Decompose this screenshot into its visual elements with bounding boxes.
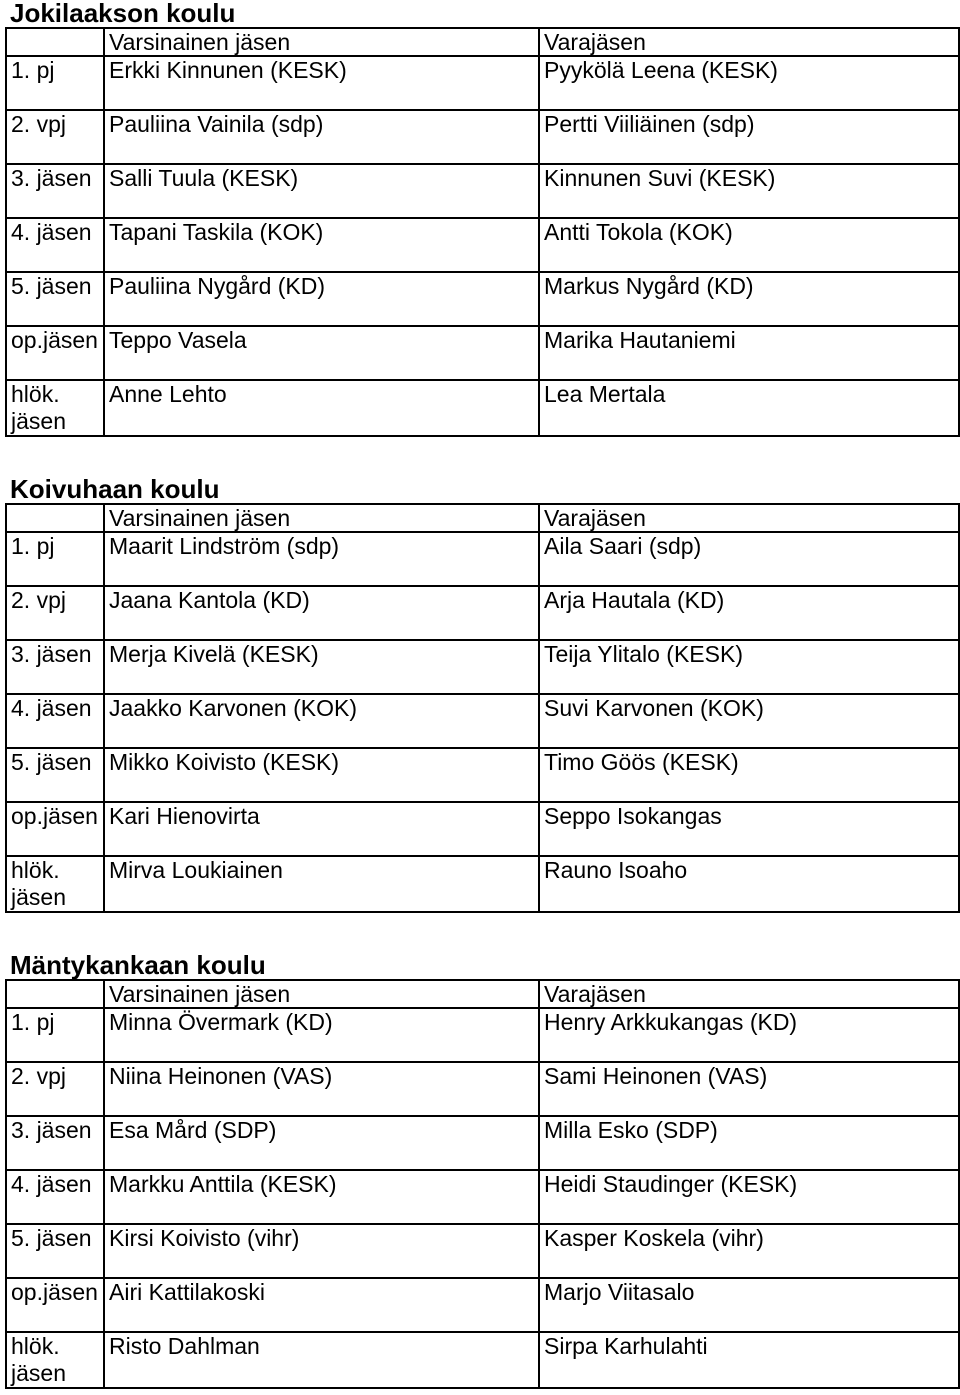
role-cell: [6, 110, 104, 164]
member-name-cell: Pauliina Nygård (KD): [104, 272, 539, 326]
table-row: [6, 56, 959, 110]
role-label: 3. jäsen: [11, 641, 92, 667]
table-header-row: [6, 504, 959, 532]
table-row: [6, 164, 959, 218]
table-row: [6, 380, 959, 436]
member-name-cell: Kari Hienovirta: [104, 802, 539, 856]
deputy-name-cell: Rauno Isoaho: [539, 856, 959, 912]
role-cell: [6, 640, 104, 694]
deputy-name-cell: Arja Hautala (KD): [539, 586, 959, 640]
role-label: 5. jäsen: [11, 273, 92, 299]
role-cell: [6, 1062, 104, 1116]
role-cell: [6, 856, 104, 912]
role-label: 2. vpj: [11, 1063, 66, 1089]
deputy-name-cell: Heidi Staudinger (KESK): [539, 1170, 959, 1224]
table-row: [6, 802, 959, 856]
role-label: 5. jäsen: [11, 1225, 92, 1251]
deputy-name-cell: Timo Göös (KESK): [539, 748, 959, 802]
role-label: 2. vpj: [11, 587, 66, 613]
deputy-name-cell: Milla Esko (SDP): [539, 1116, 959, 1170]
board-section: [0, 950, 960, 1386]
role-label: hlök.: [11, 1333, 60, 1359]
member-name-cell: Maarit Lindström (sdp): [104, 532, 539, 586]
member-name-cell: Risto Dahlman: [104, 1332, 539, 1388]
members-table: [5, 27, 960, 437]
table-row: [6, 532, 959, 586]
member-name-cell: Salli Tuula (KESK): [104, 164, 539, 218]
role-cell: [6, 748, 104, 802]
section-title: Jokilaakson koulu: [10, 0, 236, 28]
deputy-name-cell: Marjo Viitasalo: [539, 1278, 959, 1332]
deputy-name-cell: Teija Ylitalo (KESK): [539, 640, 959, 694]
header-role-cell: [6, 504, 104, 532]
role-cell: [6, 326, 104, 380]
role-cell: [6, 218, 104, 272]
member-name-cell: Jaana Kantola (KD): [104, 586, 539, 640]
role-label-continuation: jäsen: [11, 884, 66, 910]
role-cell: [6, 272, 104, 326]
header-deputy-cell: Varajäsen: [539, 504, 959, 532]
member-name-cell: Airi Kattilakoski: [104, 1278, 539, 1332]
member-name-cell: Jaakko Karvonen (KOK): [104, 694, 539, 748]
deputy-name-cell: Kasper Koskela (vihr): [539, 1224, 959, 1278]
table-row: [6, 1224, 959, 1278]
role-label: 3. jäsen: [11, 165, 92, 191]
header-deputy-cell: Varajäsen: [539, 28, 959, 56]
table-row: [6, 1116, 959, 1170]
table-row: [6, 1008, 959, 1062]
header-member-cell: Varsinainen jäsen: [104, 504, 539, 532]
deputy-name-cell: Marika Hautaniemi: [539, 326, 959, 380]
role-label-continuation: jäsen: [11, 408, 66, 434]
table-row: [6, 694, 959, 748]
member-name-cell: Tapani Taskila (KOK): [104, 218, 539, 272]
table-row: [6, 110, 959, 164]
table-row: [6, 856, 959, 912]
role-label: 1. pj: [11, 533, 55, 559]
role-cell: [6, 1170, 104, 1224]
deputy-name-cell: Markus Nygård (KD): [539, 272, 959, 326]
role-label: op.jäsen: [11, 803, 98, 829]
table-header-row: [6, 980, 959, 1008]
deputy-name-cell: Sami Heinonen (VAS): [539, 1062, 959, 1116]
table-row: [6, 586, 959, 640]
member-name-cell: Teppo Vasela: [104, 326, 539, 380]
deputy-name-cell: Aila Saari (sdp): [539, 532, 959, 586]
deputy-name-cell: Pertti Viiliäinen (sdp): [539, 110, 959, 164]
section-title: Mäntykankaan koulu: [10, 950, 266, 980]
members-table: [5, 503, 960, 913]
role-label: 3. jäsen: [11, 1117, 92, 1143]
section-title: Koivuhaan koulu: [10, 474, 220, 504]
role-cell: [6, 1224, 104, 1278]
member-name-cell: Pauliina Vainila (sdp): [104, 110, 539, 164]
role-cell: [6, 380, 104, 436]
role-label-continuation: jäsen: [11, 1360, 66, 1386]
role-cell: [6, 694, 104, 748]
deputy-name-cell: Kinnunen Suvi (KESK): [539, 164, 959, 218]
table-header-row: [6, 28, 959, 56]
member-name-cell: Anne Lehto: [104, 380, 539, 436]
deputy-name-cell: Sirpa Karhulahti: [539, 1332, 959, 1388]
member-name-cell: Merja Kivelä (KESK): [104, 640, 539, 694]
table-row: [6, 218, 959, 272]
header-role-cell: [6, 980, 104, 1008]
board-section: [0, 474, 960, 910]
role-label: 2. vpj: [11, 111, 66, 137]
role-cell: [6, 164, 104, 218]
member-name-cell: Esa Mård (SDP): [104, 1116, 539, 1170]
deputy-name-cell: Antti Tokola (KOK): [539, 218, 959, 272]
table-row: [6, 748, 959, 802]
role-cell: [6, 1332, 104, 1388]
deputy-name-cell: Seppo Isokangas: [539, 802, 959, 856]
role-label: op.jäsen: [11, 327, 98, 353]
role-cell: [6, 1116, 104, 1170]
role-label: 4. jäsen: [11, 219, 92, 245]
role-cell: [6, 802, 104, 856]
deputy-name-cell: Suvi Karvonen (KOK): [539, 694, 959, 748]
role-cell: [6, 56, 104, 110]
role-label: 1. pj: [11, 57, 55, 83]
role-label: 5. jäsen: [11, 749, 92, 775]
deputy-name-cell: Pyykölä Leena (KESK): [539, 56, 959, 110]
table-row: [6, 272, 959, 326]
role-cell: [6, 1278, 104, 1332]
table-row: [6, 1278, 959, 1332]
member-name-cell: Erkki Kinnunen (KESK): [104, 56, 539, 110]
member-name-cell: Mikko Koivisto (KESK): [104, 748, 539, 802]
header-member-cell: Varsinainen jäsen: [104, 980, 539, 1008]
member-name-cell: Niina Heinonen (VAS): [104, 1062, 539, 1116]
deputy-name-cell: Lea Mertala: [539, 380, 959, 436]
member-name-cell: Minna Övermark (KD): [104, 1008, 539, 1062]
header-role-cell: [6, 28, 104, 56]
table-row: [6, 640, 959, 694]
role-cell: [6, 586, 104, 640]
header-deputy-cell: Varajäsen: [539, 980, 959, 1008]
deputy-name-cell: Henry Arkkukangas (KD): [539, 1008, 959, 1062]
role-cell: [6, 532, 104, 586]
role-label: hlök.: [11, 381, 60, 407]
role-label: 4. jäsen: [11, 1171, 92, 1197]
role-label: 1. pj: [11, 1009, 55, 1035]
member-name-cell: Markku Anttila (KESK): [104, 1170, 539, 1224]
table-row: [6, 1332, 959, 1388]
table-row: [6, 1170, 959, 1224]
role-label: hlök.: [11, 857, 60, 883]
role-label: 4. jäsen: [11, 695, 92, 721]
board-section: [0, 0, 960, 434]
role-label: op.jäsen: [11, 1279, 98, 1305]
member-name-cell: Mirva Loukiainen: [104, 856, 539, 912]
member-name-cell: Kirsi Koivisto (vihr): [104, 1224, 539, 1278]
header-member-cell: Varsinainen jäsen: [104, 28, 539, 56]
role-cell: [6, 1008, 104, 1062]
table-row: [6, 1062, 959, 1116]
members-table: [5, 979, 960, 1389]
table-row: [6, 326, 959, 380]
